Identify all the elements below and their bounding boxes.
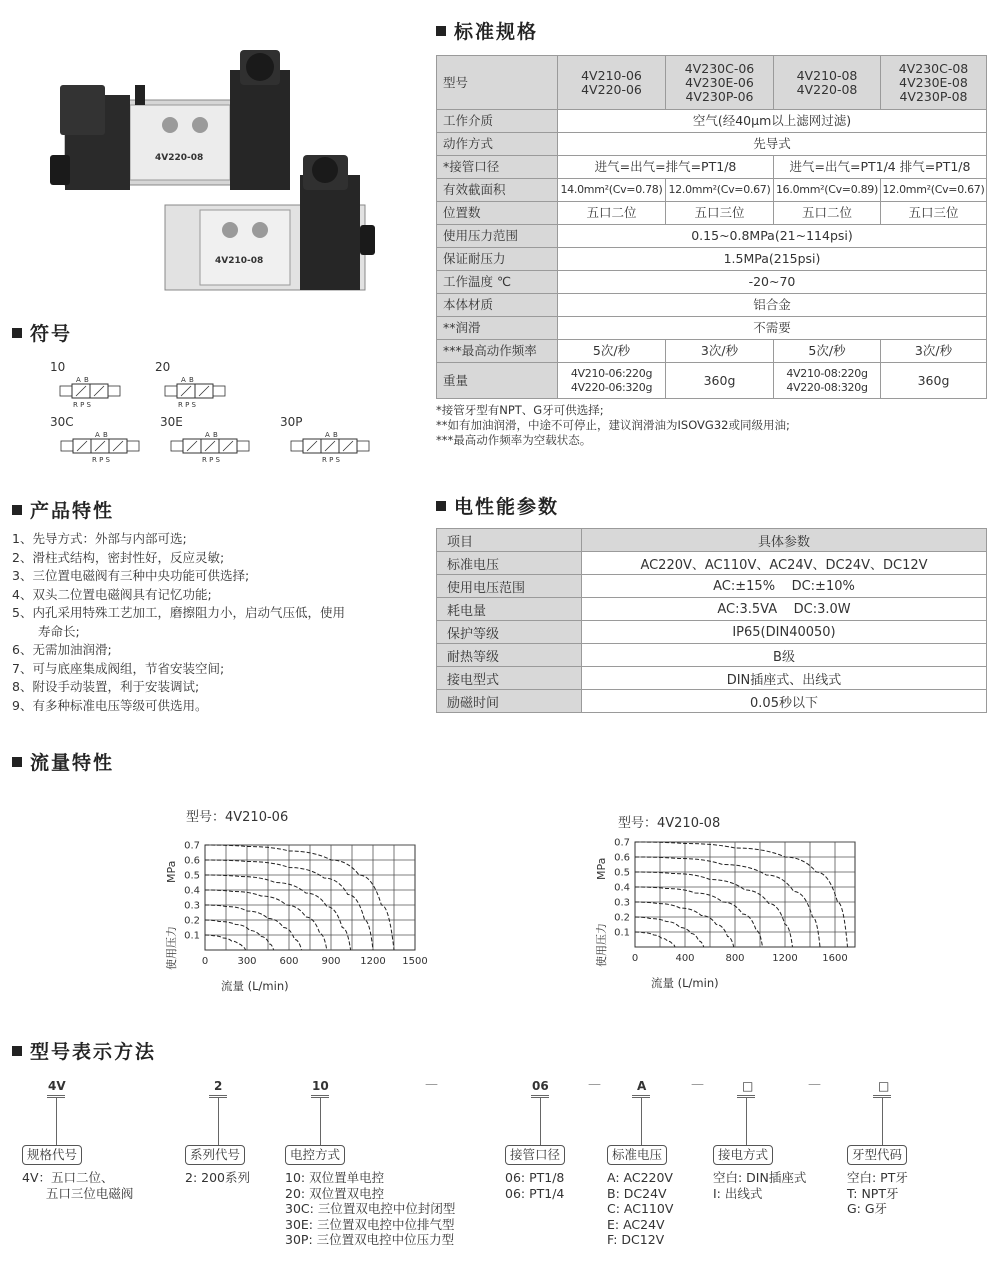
spec-cell: 五口三位 bbox=[666, 202, 774, 225]
code-category-desc bbox=[713, 1170, 806, 1201]
elec-row-label: 接电型式 bbox=[437, 667, 582, 690]
desc-line: T: NPT牙 bbox=[847, 1185, 899, 1201]
port-label-rps: R P S bbox=[178, 401, 196, 409]
feature-item: 8、附设手动装置，利于安装调试; bbox=[12, 679, 200, 694]
y-tick-label: 0.5 bbox=[184, 870, 200, 882]
valve-symbol bbox=[50, 429, 150, 467]
symbol-label: 30P bbox=[280, 415, 303, 429]
feature-item: 2、滑柱式结构，密封性好，反应灵敏; bbox=[12, 549, 225, 565]
spec-row-label: **润滑 bbox=[437, 317, 558, 340]
spec-row-label: 工作介质 bbox=[437, 110, 558, 133]
spec-note: **如有加油润滑，中途不可停止，建议润滑油为ISOVG32或同级用油; bbox=[436, 418, 790, 432]
spec-cell: 铝合金 bbox=[558, 294, 987, 317]
y-tick-label: 0.4 bbox=[184, 885, 200, 897]
code-leader-stem bbox=[641, 1098, 642, 1145]
spec-cell: 4V210-06:220g 4V220-06:320g bbox=[558, 363, 666, 399]
port-label-a: A bbox=[325, 431, 330, 439]
spec-row-label: 本体材质 bbox=[437, 294, 558, 317]
spec-cell: 360g bbox=[666, 363, 774, 399]
model-code-segment: 06 bbox=[532, 1079, 549, 1093]
spec-cell: 12.0mm²(Cv=0.67) bbox=[666, 179, 774, 202]
code-category-desc bbox=[185, 1170, 250, 1186]
desc-line: 五口三位电磁阀 bbox=[22, 1185, 134, 1201]
desc-line: 30E: 三位置双电控中位排气型 bbox=[285, 1216, 455, 1232]
spec-header-label: 型号 bbox=[437, 56, 558, 110]
y-tick-label: 0.5 bbox=[614, 867, 630, 879]
flow-section-title: 流量特性 bbox=[12, 748, 114, 775]
feature-item: 4、双头二位置电磁阀具有记忆功能; bbox=[12, 586, 212, 602]
spec-cell: 4V210-08:220g 4V220-08:320g bbox=[774, 363, 881, 399]
desc-line: F: DC12V bbox=[607, 1232, 665, 1247]
code-leader-stem bbox=[56, 1098, 57, 1145]
x-axis-label: 流量 (L/min) bbox=[221, 979, 289, 993]
feature-item: 3、三位置电磁阀有三种中央功能可供选择; bbox=[12, 568, 250, 583]
y-tick-label: 0.6 bbox=[614, 852, 630, 864]
x-tick-label: 0 bbox=[201, 956, 209, 967]
feature-item: 寿命长; bbox=[38, 623, 80, 639]
code-leader-stem bbox=[218, 1098, 219, 1145]
code-category-desc bbox=[285, 1170, 455, 1248]
feature-item: 1、先导方式：外部与内部可选; bbox=[12, 531, 187, 546]
valve-label-1: 4V220-08 bbox=[155, 153, 204, 163]
elec-cell: B级 bbox=[582, 644, 987, 667]
model-section-title: 型号表示方法 bbox=[12, 1037, 156, 1064]
code-separator: — bbox=[691, 1077, 704, 1092]
spec-cell: 空气(经40μm以上滤网过滤) bbox=[558, 110, 987, 133]
spec-row-label: 使用压力范围 bbox=[437, 225, 558, 248]
elec-row-label: 保护等级 bbox=[437, 621, 582, 644]
valve-symbol bbox=[50, 374, 130, 412]
x-tick-label: 900 bbox=[321, 956, 341, 967]
spec-header-col: 4V230C-08 4V230E-08 4V230P-08 bbox=[881, 56, 987, 110]
spec-cell: 五口二位 bbox=[774, 202, 881, 225]
y-tick-label: 0.1 bbox=[184, 930, 200, 942]
elec-header: 项目 bbox=[437, 529, 582, 552]
spec-cell: 不需要 bbox=[558, 317, 987, 340]
code-separator: — bbox=[808, 1077, 821, 1092]
desc-line: 06: PT1/4 bbox=[505, 1185, 565, 1201]
code-category-desc bbox=[607, 1170, 673, 1248]
elec-cell: AC:±15% DC:±10% bbox=[582, 575, 987, 598]
x-tick-label: 300 bbox=[237, 956, 257, 967]
x-axis-label: 流量 (L/min) bbox=[651, 976, 719, 990]
feature-item: 7、可与底座集成阀组，节省安装空间; bbox=[12, 660, 225, 676]
desc-line: I: 出线式 bbox=[713, 1185, 763, 1201]
spec-cell: 360g bbox=[881, 363, 987, 399]
spec-note: ***最高动作频率为空载状态。 bbox=[436, 433, 592, 447]
valve-label-2: 4V210-08 bbox=[215, 256, 264, 266]
y-tick-label: 0.7 bbox=[614, 837, 630, 849]
spec-header-col: 4V210-08 4V220-08 bbox=[774, 56, 881, 110]
feature-item: 9、有多种标准电压等级可供选用。 bbox=[12, 697, 208, 713]
port-label-b: B bbox=[189, 376, 194, 384]
spec-row-label: *接管口径 bbox=[437, 156, 558, 179]
code-leader-stem bbox=[882, 1098, 883, 1145]
code-category-desc bbox=[505, 1170, 564, 1201]
spec-section-title: 标准规格 bbox=[436, 17, 538, 44]
spec-cell: 1.5MPa(215psi) bbox=[558, 248, 987, 271]
desc-line: G: G牙 bbox=[847, 1201, 888, 1216]
code-category-box: 标准电压 bbox=[607, 1145, 667, 1165]
pressure-curve bbox=[635, 872, 793, 947]
port-label-a: A bbox=[95, 431, 100, 439]
code-category-box: 规格代号 bbox=[22, 1145, 82, 1165]
spec-row-label: 位置数 bbox=[437, 202, 558, 225]
feature-item: 6、无需加油润滑; bbox=[12, 642, 112, 657]
port-label-rps: R P S bbox=[202, 456, 220, 464]
features-section-title: 产品特性 bbox=[12, 496, 114, 523]
port-label-a: A bbox=[181, 376, 186, 384]
x-tick-label: 1200 bbox=[360, 956, 386, 967]
y-unit-label: MPa bbox=[165, 860, 178, 883]
desc-line: 空白: DIN插座式 bbox=[713, 1170, 807, 1185]
elec-row-label: 励磁时间 bbox=[437, 690, 582, 713]
valve-symbol bbox=[280, 429, 380, 467]
pressure-curve bbox=[205, 905, 302, 950]
model-code-segment: 10 bbox=[312, 1079, 329, 1093]
flow-chart-4v210-06 bbox=[150, 825, 440, 1000]
code-separator: — bbox=[425, 1077, 438, 1092]
valve-symbol bbox=[155, 374, 235, 412]
chart-title-1: 型号：4V210-06 bbox=[186, 810, 289, 825]
code-category-box: 牙型代码 bbox=[847, 1145, 907, 1165]
port-label-a: A bbox=[76, 376, 81, 384]
port-label-rps: R P S bbox=[73, 401, 91, 409]
desc-line: 20: 双位置双电控 bbox=[285, 1185, 385, 1201]
elec-row-label: 使用电压范围 bbox=[437, 575, 582, 598]
x-tick-label: 1600 bbox=[822, 953, 848, 964]
spec-cell: 12.0mm²(Cv=0.67) bbox=[881, 179, 987, 202]
spec-row-label: 动作方式 bbox=[437, 133, 558, 156]
port-label-b: B bbox=[103, 431, 108, 439]
spec-cell: 3次/秒 bbox=[666, 340, 774, 363]
symbol-label: 10 bbox=[50, 360, 66, 374]
spec-cell: 16.0mm²(Cv=0.89) bbox=[774, 179, 881, 202]
desc-line: 2: 200系列 bbox=[185, 1170, 250, 1185]
x-tick-label: 600 bbox=[279, 956, 299, 967]
code-leader-stem bbox=[320, 1098, 321, 1145]
code-category-desc bbox=[22, 1170, 133, 1201]
code-separator: — bbox=[588, 1077, 601, 1092]
spec-row-label: 重量 bbox=[437, 363, 558, 399]
spec-cell: 14.0mm²(Cv=0.78) bbox=[558, 179, 666, 202]
x-tick-label: 400 bbox=[675, 953, 695, 964]
desc-line: 30P: 三位置双电控中位压力型 bbox=[285, 1232, 455, 1247]
spec-cell: 进气=出气=排气=PT1/8 bbox=[558, 156, 774, 179]
flow-chart-4v210-08 bbox=[580, 830, 870, 995]
x-tick-label: 800 bbox=[725, 953, 745, 964]
electrical-table bbox=[436, 528, 987, 713]
desc-line: 06: PT1/8 bbox=[505, 1170, 565, 1185]
symbol-section-title: 符号 bbox=[12, 319, 72, 346]
spec-note: *接管牙型有NPT、G牙可供选择; bbox=[436, 403, 604, 417]
spec-row-label: 工作温度 ℃ bbox=[437, 271, 558, 294]
elec-header: 具体参数 bbox=[582, 529, 987, 552]
spec-row-label: 有效截面积 bbox=[437, 179, 558, 202]
port-label-b: B bbox=[84, 376, 89, 384]
spec-cell: 五口二位 bbox=[558, 202, 666, 225]
symbol-label: 20 bbox=[155, 360, 171, 374]
pressure-curve bbox=[635, 932, 675, 947]
symbol-label: 30C bbox=[50, 415, 74, 429]
spec-cell: 五口三位 bbox=[881, 202, 987, 225]
spec-cell: 3次/秒 bbox=[881, 340, 987, 363]
spec-notes bbox=[436, 403, 790, 448]
spec-cell: 进气=出气=PT1/4 排气=PT1/8 bbox=[774, 156, 987, 179]
model-code-segment: □ bbox=[742, 1079, 754, 1093]
y-unit-label: MPa bbox=[595, 857, 608, 880]
spec-cell: -20~70 bbox=[558, 271, 987, 294]
elec-cell: AC220V、AC110V、AC24V、DC24V、DC12V bbox=[582, 552, 987, 575]
features-list bbox=[12, 530, 412, 715]
model-code-segment: □ bbox=[878, 1079, 890, 1093]
desc-line: B: DC24V bbox=[607, 1185, 667, 1201]
y-tick-label: 0.2 bbox=[614, 912, 630, 924]
code-category-box: 接电方式 bbox=[713, 1145, 773, 1165]
feature-item: 5、内孔采用特殊工艺加工，磨擦阻力小，启动气压低，使用 bbox=[12, 605, 345, 620]
electrical-section-title: 电性能参数 bbox=[436, 492, 559, 519]
spec-cell: 先导式 bbox=[558, 133, 987, 156]
code-leader-stem bbox=[540, 1098, 541, 1145]
model-code-segment: 2 bbox=[214, 1079, 223, 1093]
y-tick-label: 0.3 bbox=[184, 900, 200, 912]
valve-symbol bbox=[160, 429, 260, 467]
port-label-b: B bbox=[333, 431, 338, 439]
elec-row-label: 标准电压 bbox=[437, 552, 582, 575]
symbol-label: 30E bbox=[160, 415, 183, 429]
desc-line: A: AC220V bbox=[607, 1170, 673, 1185]
spec-row-label: ***最高动作频率 bbox=[437, 340, 558, 363]
elec-cell: AC:3.5VA DC:3.0W bbox=[582, 598, 987, 621]
spec-cell: 0.15~0.8MPa(21~114psi) bbox=[558, 225, 987, 248]
y-tick-label: 0.6 bbox=[184, 855, 200, 867]
elec-cell: DIN插座式、出线式 bbox=[582, 667, 987, 690]
x-tick-label: 1200 bbox=[772, 953, 798, 964]
elec-cell: IP65(DIN40050) bbox=[582, 621, 987, 644]
desc-line: 30C: 三位置双电控中位封闭型 bbox=[285, 1201, 456, 1216]
port-label-a: A bbox=[205, 431, 210, 439]
desc-line: C: AC110V bbox=[607, 1201, 674, 1216]
spec-header-col: 4V230C-06 4V230E-06 4V230P-06 bbox=[666, 56, 774, 110]
code-category-box: 电控方式 bbox=[285, 1145, 345, 1165]
desc-line: E: AC24V bbox=[607, 1216, 665, 1232]
y-tick-label: 0.1 bbox=[614, 927, 630, 939]
elec-row-label: 耗电量 bbox=[437, 598, 582, 621]
spec-row-label: 保证耐压力 bbox=[437, 248, 558, 271]
spec-cell: 5次/秒 bbox=[558, 340, 666, 363]
desc-line: 4V：五口二位、 bbox=[22, 1170, 114, 1185]
product-photo bbox=[35, 45, 395, 300]
elec-row-label: 耐热等级 bbox=[437, 644, 582, 667]
x-tick-label: 0 bbox=[631, 953, 639, 964]
model-code-segment: 4V bbox=[48, 1079, 66, 1093]
spec-header-col: 4V210-06 4V220-06 bbox=[558, 56, 666, 110]
desc-line: 空白: PT牙 bbox=[847, 1170, 908, 1185]
code-category-desc bbox=[847, 1170, 908, 1217]
desc-line: 10: 双位置单电控 bbox=[285, 1170, 385, 1185]
port-label-rps: R P S bbox=[92, 456, 110, 464]
elec-cell: 0.05秒以下 bbox=[582, 690, 987, 713]
pressure-curve bbox=[205, 875, 351, 950]
x-tick-label: 1500 bbox=[402, 956, 428, 967]
y-tick-label: 0.4 bbox=[614, 882, 630, 894]
spec-table bbox=[436, 55, 987, 399]
model-code-segment: A bbox=[637, 1079, 647, 1093]
y-tick-label: 0.3 bbox=[614, 897, 630, 909]
chart-title-2: 型号：4V210-08 bbox=[618, 816, 721, 831]
y-tick-label: 0.7 bbox=[184, 840, 200, 852]
port-label-b: B bbox=[213, 431, 218, 439]
code-leader-stem bbox=[746, 1098, 747, 1145]
y-axis-label: 使用压力 bbox=[595, 923, 608, 967]
pressure-curve bbox=[205, 935, 246, 950]
y-axis-label: 使用压力 bbox=[165, 926, 178, 970]
y-tick-label: 0.2 bbox=[184, 915, 200, 927]
code-category-box: 系列代号 bbox=[185, 1145, 245, 1165]
pressure-curve bbox=[205, 845, 394, 950]
spec-cell: 5次/秒 bbox=[774, 340, 881, 363]
pressure-curve bbox=[635, 902, 734, 947]
port-label-rps: R P S bbox=[322, 456, 340, 464]
code-category-box: 接管口径 bbox=[505, 1145, 565, 1165]
